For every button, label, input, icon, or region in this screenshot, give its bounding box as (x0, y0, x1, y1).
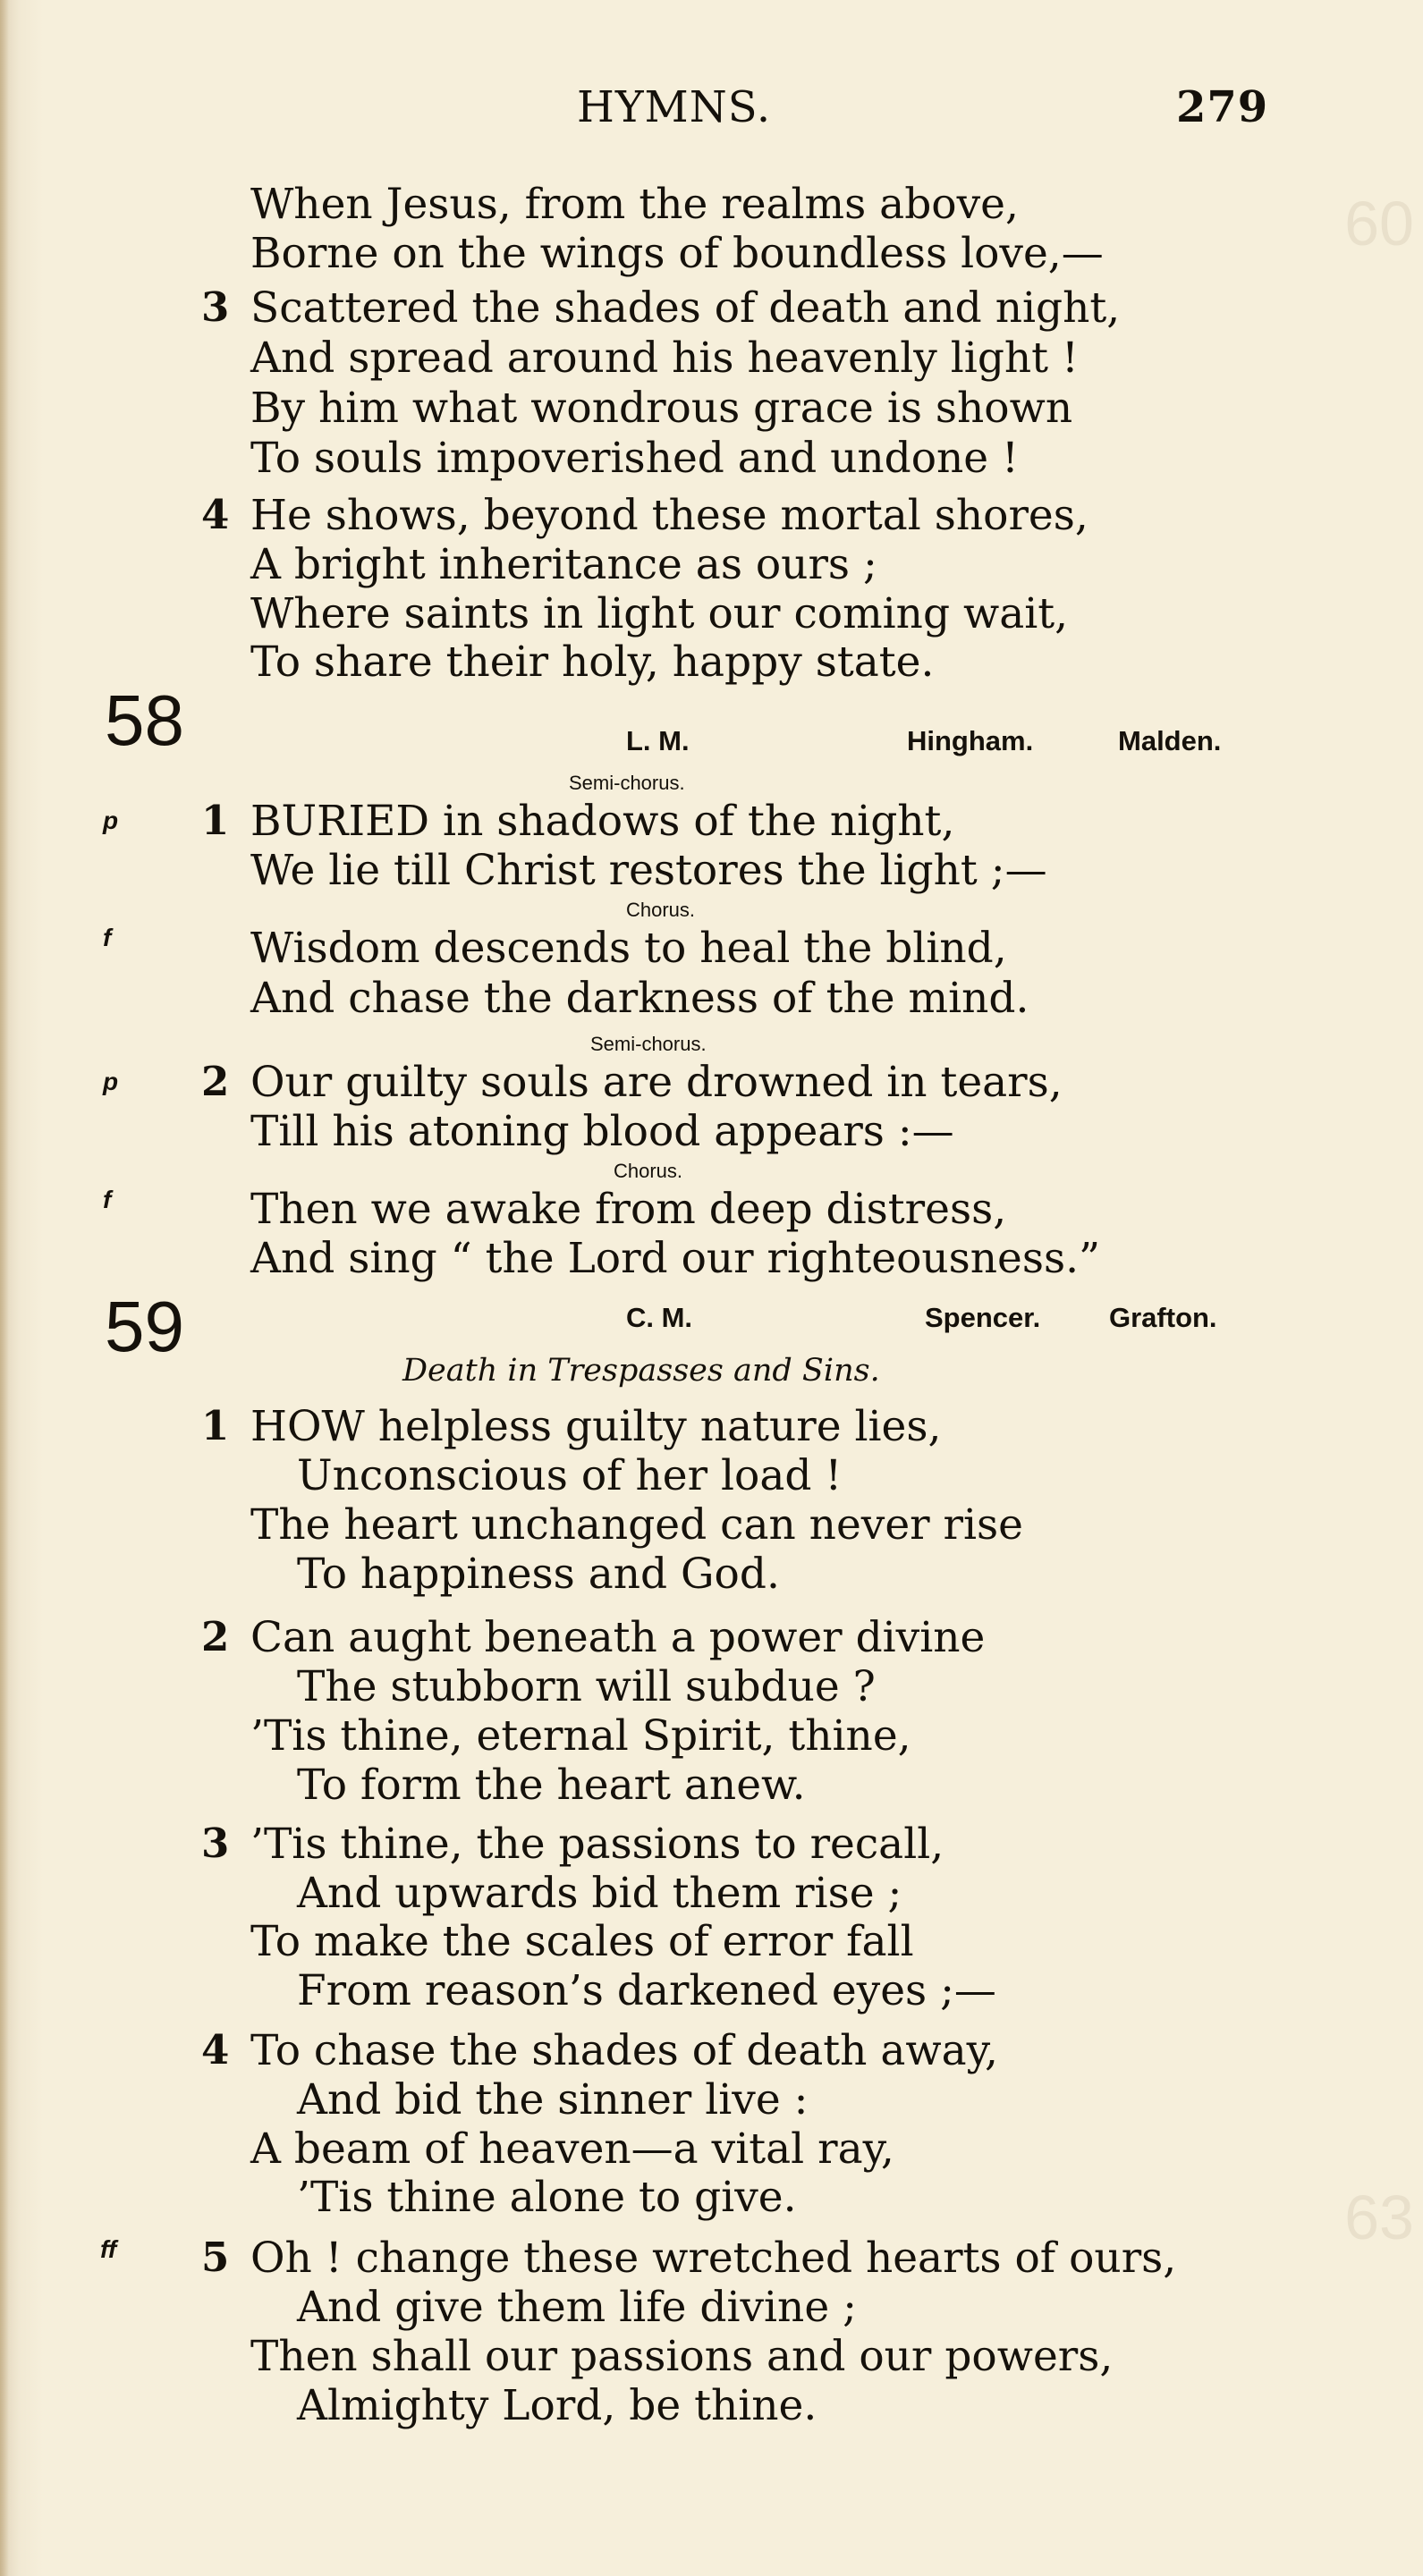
tune-name: Spencer. (925, 1302, 1041, 1333)
verse-line: To make the scales of error fall (250, 1917, 914, 1966)
semi-chorus-label: Semi-chorus. (569, 772, 685, 794)
page-number: 279 (1176, 82, 1269, 132)
verse-line: To share their holy, happy state. (250, 638, 935, 687)
hymn-number: 59 (105, 1287, 184, 1366)
verse-line: ’Tis thine alone to give. (297, 2173, 797, 2222)
verse-line: And give them life divine ; (297, 2283, 857, 2332)
dynamic-marking: p (103, 1068, 119, 1095)
dynamic-marking: p (103, 807, 119, 834)
verse-line: To happiness and God. (297, 1550, 780, 1599)
dynamic-marking: f (103, 924, 112, 951)
hymn-meter: C. M. (626, 1302, 693, 1333)
verse-line: Can aught beneath a power divine (250, 1613, 986, 1662)
hymn-subtitle: Death in Trespasses and Sins. (402, 1353, 880, 1389)
verse-line: To chase the shades of death away, (250, 2026, 998, 2075)
verse-line: And upwards bid them rise ; (297, 1869, 902, 1918)
verse-line: From reason’s darkened eyes ;— (297, 1966, 996, 2015)
verse-number: 1 (201, 797, 230, 844)
verse-line: He shows, beyond these mortal shores, (250, 491, 1088, 540)
verse-number: 1 (201, 1402, 230, 1449)
bleed-through-mark: 63 (1344, 2183, 1414, 2252)
verse-number: 5 (201, 2234, 230, 2281)
verse-line: Our guilty souls are drowned in tears, (250, 1058, 1063, 1107)
verse-line: The heart unchanged can never rise (250, 1500, 1023, 1550)
dynamic-marking: f (103, 1186, 112, 1213)
page-binding-shadow (0, 0, 9, 2576)
verse-line: Scattered the shades of death and night, (250, 283, 1121, 333)
continuation-line-2: Borne on the wings of boundless love,— (250, 229, 1104, 278)
verse-line: We lie till Christ restores the light ;— (250, 846, 1047, 895)
verse-number: 4 (201, 2026, 230, 2073)
chorus-line: Then we awake from deep distress, (250, 1185, 1007, 1234)
hymn-meter: L. M. (626, 725, 690, 756)
verse-line: Unconscious of her load ! (297, 1451, 843, 1500)
chorus-line: Wisdom descends to heal the blind, (250, 924, 1007, 973)
continuation-line-1: When Jesus, from the realms above, (250, 180, 1019, 229)
verse-line: The stubborn will subdue ? (297, 1662, 876, 1711)
dynamic-marking: ff (100, 2235, 117, 2263)
verse-line: And bid the sinner live : (297, 2075, 809, 2124)
verse-line: And spread around his heavenly light ! (250, 334, 1079, 383)
tune-name: Malden. (1118, 725, 1222, 756)
semi-chorus-label: Semi-chorus. (590, 1033, 707, 1055)
verse-line: Where saints in light our coming wait, (250, 589, 1069, 638)
verse-line: HOW helpless guilty nature lies, (250, 1402, 942, 1451)
verse-line: Almighty Lord, be thine. (297, 2381, 817, 2430)
hymn-number: 58 (105, 680, 184, 760)
verse-line: Then shall our passions and our powers, (250, 2332, 1114, 2381)
chorus-label: Chorus. (626, 899, 696, 921)
verse-line: Till his atoning blood appears :— (250, 1107, 954, 1156)
tune-name: Grafton. (1109, 1302, 1217, 1333)
verse-number: 3 (201, 1820, 230, 1867)
verse-number: 2 (201, 1613, 230, 1660)
tune-name: Hingham. (907, 725, 1034, 756)
running-header-title: HYMNS. (577, 82, 772, 132)
chorus-label: Chorus. (614, 1160, 683, 1182)
verse-number: 3 (201, 283, 230, 331)
chorus-line: And sing “ the Lord our righteousness.” (250, 1234, 1101, 1283)
verse-line: Oh ! change these wretched hearts of ours, (250, 2234, 1177, 2283)
chorus-line: And chase the darkness of the mind. (250, 974, 1029, 1023)
verse-line: A beam of heaven—a vital ray, (250, 2124, 894, 2174)
verse-number: 4 (201, 491, 230, 538)
bleed-through-mark: 60 (1344, 189, 1414, 258)
verse-line: ’Tis thine, eternal Spirit, thine, (250, 1711, 911, 1761)
verse-line: To souls impoverished and undone ! (250, 434, 1019, 483)
verse-number: 2 (201, 1058, 230, 1105)
verse-line: To form the heart anew. (297, 1761, 806, 1810)
verse-line: BURIED in shadows of the night, (250, 797, 955, 846)
verse-line: A bright inheritance as ours ; (250, 540, 877, 589)
verse-line: By him what wondrous grace is shown (250, 384, 1073, 433)
verse-line: ’Tis thine, the passions to recall, (250, 1820, 944, 1869)
